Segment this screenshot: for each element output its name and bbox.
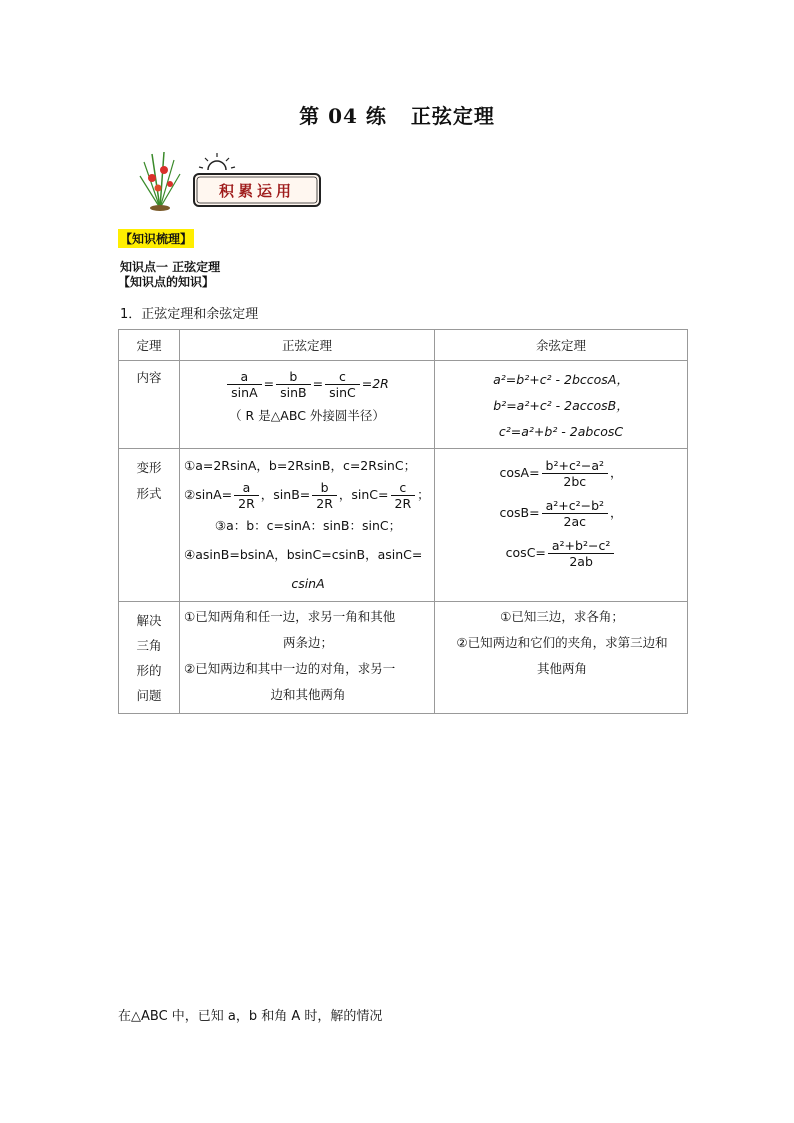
table-header-row	[119, 330, 688, 361]
table-row	[119, 449, 688, 602]
header-cell: 余弦定理	[435, 330, 688, 361]
row-label: 解决 三角 形的 问题	[119, 602, 180, 714]
page-title: 第 04 练 正弦定理	[299, 104, 495, 128]
cos-variant-cell: cosA= $\frac{\text{b²+c²−a²}}{2bc}$ ， cosB= $\frac{\text{a²+c²−b²}}{2ac}$ ， cosC= $\frac{\text{a²+b²−c²}}{2ab}$	[435, 449, 688, 602]
theorem-table	[118, 329, 688, 714]
header-cell: 正弦定理	[180, 330, 435, 361]
table-row	[119, 602, 688, 714]
row-label: 变形 形式	[119, 449, 180, 602]
table-row	[119, 361, 688, 449]
sine-variant-cell: ①a=2RsinA，b=2RsinB，c=2RsinC； ②sinA= $\frac{a}{2R}$ ，sinB= $\frac{b}{2R}$ ，sinC= $\frac{c}{2R}$ ； ③a：b：c=sinA：sinB：sinC； ④asinB=bsinA，bsinC=csinB，asinC= csinA	[180, 449, 435, 602]
bottom-paragraph: 在△ABC 中，已知 a，b 和角 A 时，解的情况	[118, 1009, 383, 1024]
row-label: 内容	[119, 361, 180, 449]
sun-icon	[199, 153, 235, 170]
header-cell: 定理	[119, 330, 180, 361]
radius-note: （ R 是△ABC 外接圆半径）	[229, 408, 385, 423]
sine-usage-cell: ①已知两角和任一边，求另一角和其他 两条边； ②已知两边和其中一边的对角，求另一 边和其他两角	[180, 602, 435, 714]
cos-usage-cell: ①已知三边，求各角； ②已知两边和它们的夹角，求第三边和 其他两角	[435, 602, 688, 714]
sine-content-cell	[180, 361, 435, 449]
section-title: 1．正弦定理和余弦定理	[120, 307, 259, 322]
knowledge-sub-heading: 【知识点的知识】	[118, 275, 215, 289]
sine-law-formula: $\frac{a}{\sin A}$ = $\frac{b}{\sin B}$ = $\frac{c}{\sin C}$ =2R	[180, 369, 434, 400]
cos-content-cell: a²=b²+c² - 2bccosA， b²=a²+c² - 2accosB， c²=a²+b² - 2abcosC	[435, 361, 688, 449]
flower-icon	[140, 152, 180, 211]
knowledge-point-heading: 知识点一 正弦定理	[120, 260, 221, 274]
section-tag: 【知识梳理】	[118, 229, 194, 248]
banner-label: 积累运用	[218, 182, 295, 200]
